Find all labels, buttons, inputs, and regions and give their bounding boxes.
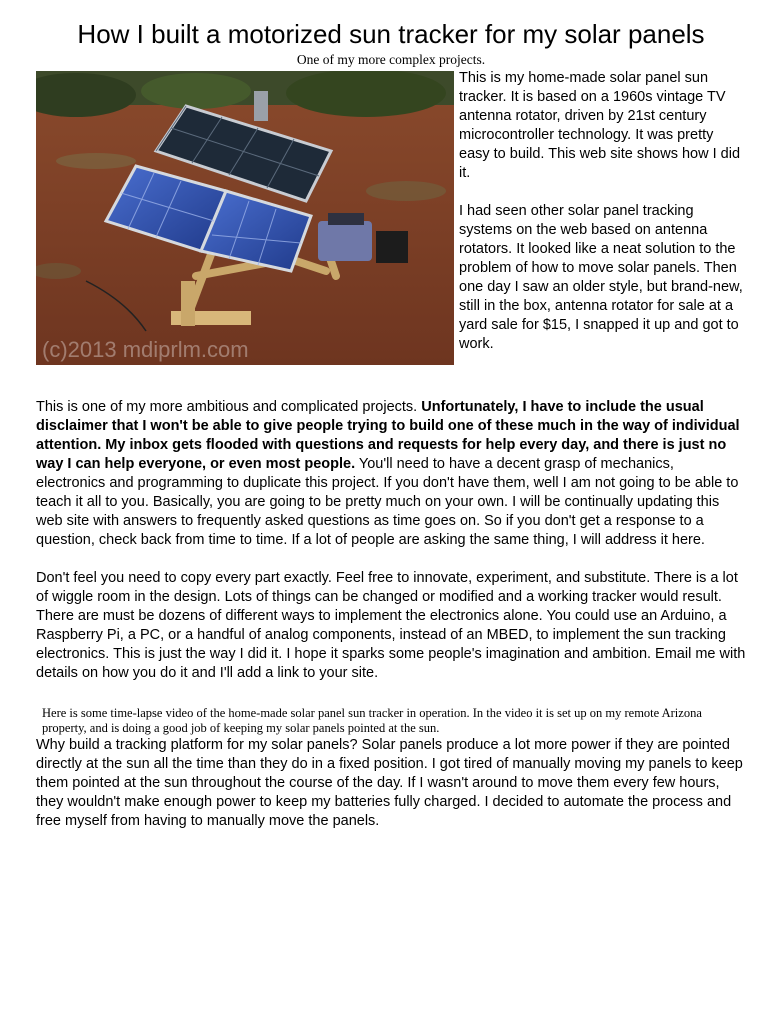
disclaimer-paragraph: [36, 398, 746, 550]
innovate-paragraph: Don't feel you need to copy every part exactly. Feel free to innovate, experiment, and substitute. There is a lot of wiggle room in the design. Lots of things can be changed or modified and a working tracker would result. There are must be dozens of different ways to implement the electronics alone. You could use an Arduino, a Raspberry Pi, a PC, or a handful of analog components, instead of an MBED, to implement the sun tracking electronics. This is just the way I did it. I hope it sparks some people's imagination and ambition. Email me with details on how you do it and I'll add a link to your site.: [36, 570, 746, 681]
document-page: [36, 18, 746, 831]
intro-paragraph-2: I had seen other solar panel tracking systems on the web based on antenna rotators. It looked like a neat solution to the problem of how to move solar panels. Then one day I saw an older style, but brand-new, still in the box, antenna rotator for sale at a yard sale for $15, I snapped it up and got to work.: [459, 203, 743, 352]
intro-paragraph-1: This is my home-made solar panel sun tracker. It is based on a 1960s vintage TV antenna rotator, driven by 21st century microcontroller technology. It was pretty easy to build. This web site shows how I did it.: [459, 70, 741, 181]
disclaimer-rest: You'll need to have a decent grasp of mechanics, electronics and programming to duplicate this project. If you don't have them, well I am not going to be able to teach it all to you. Basically, you are going to be pretty much on your own. I will be continually updating this web site with answers to frequently asked questions as time goes on. So if you don't get a response to a question, check back from time to time. If a lot of people are asking the same thing, I will address it here.: [36, 456, 739, 548]
intro-section: [36, 69, 746, 365]
page-subtitle: One of my more complex projects.: [296, 52, 486, 67]
disclaimer-lead: This is one of my more ambitious and complicated projects.: [36, 399, 422, 415]
why-paragraph: Why build a tracking platform for my solar panels? Solar panels produce a lot more power if they are pointed directly at the sun all the time than they do in a fixed position. I got tired of manually moving my panels to keep them pointed at the sun throughout the course of the day. If I wasn't around to move them every few hours, they wouldn't make enough power to keep my batteries fully charged. I decided to automate the process and free myself from having to manually move the panels.: [36, 737, 743, 829]
page-title: How I built a motorized sun tracker for my solar panels: [77, 19, 705, 49]
disclaimer-bold: Unfortunately, I have to include the usual disclaimer that I won't be able to give people trying to build one of these much in the way of individual attention. My inbox gets flooded with questions and requests for help every day, and there is just no way I can help everyone, or even most people.: [36, 399, 740, 472]
video-caption: Here is some time-lapse video of the home-made solar panel sun tracker in operation. In the video it is set up on my remote Arizona property, and is doing a good job of keeping my solar panels pointed at the sun.: [42, 706, 702, 735]
photo-watermark: (c)2013 mdiprlm.com: [42, 337, 249, 362]
solar-tracker-photo: [36, 71, 454, 365]
